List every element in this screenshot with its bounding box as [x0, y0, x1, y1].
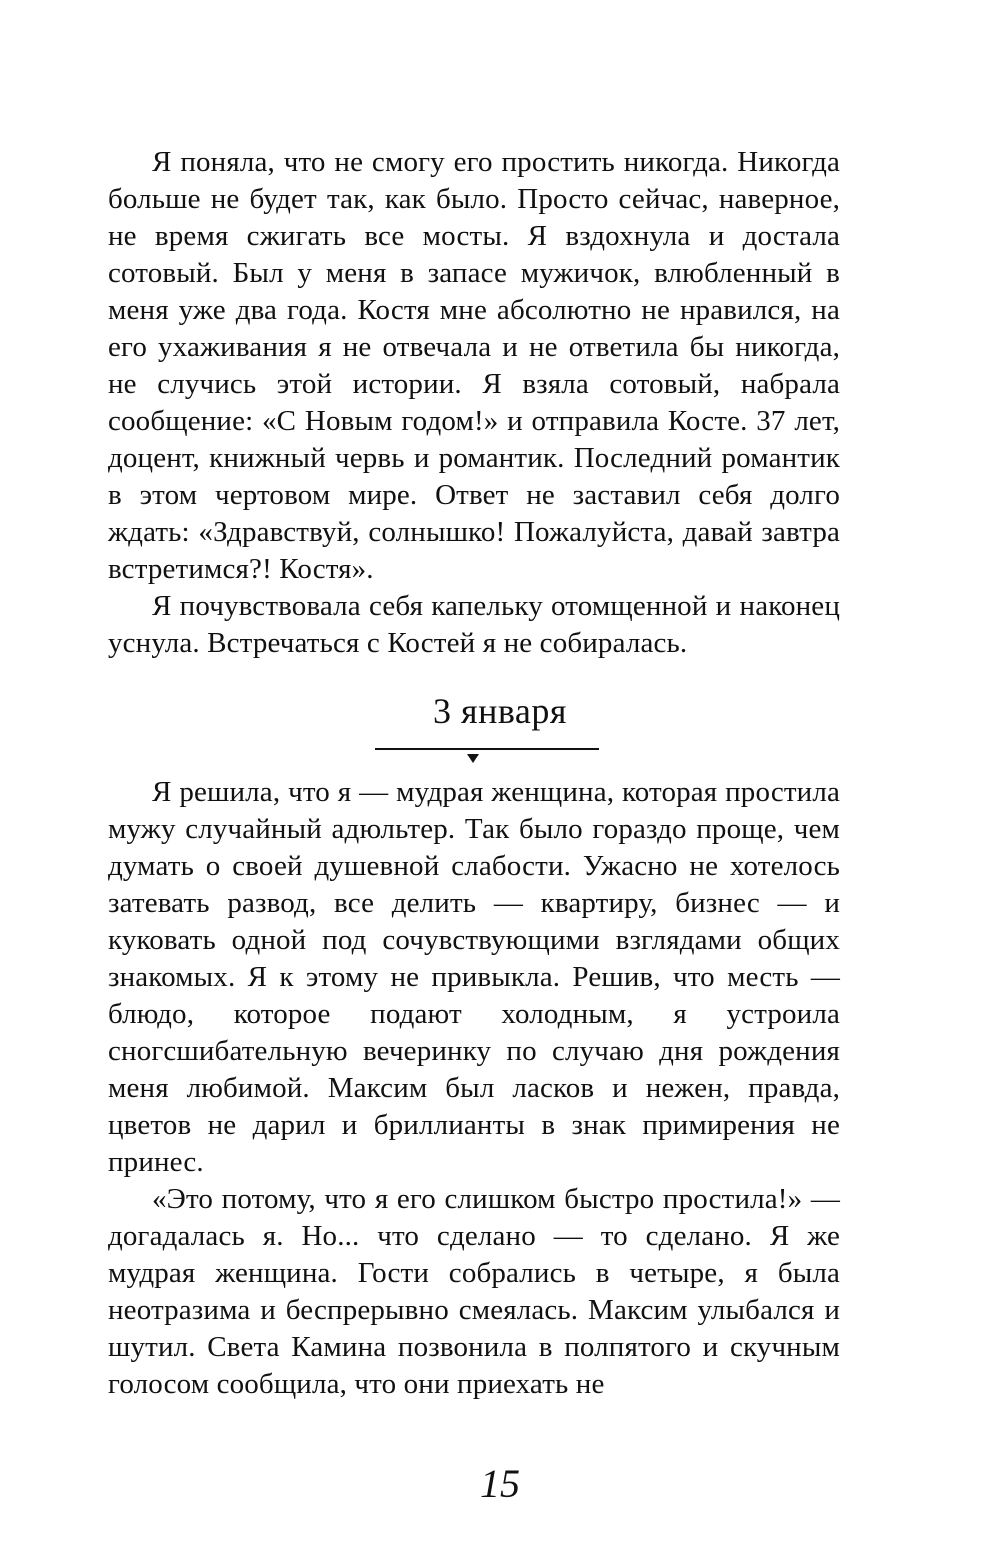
section-heading: 3 января — [433, 691, 567, 731]
paragraph: «Это потому, что я его слишком быстро простила!» — догадалась я. Но... что сделано — то сделано. Я же мудрая женщина. Гости собрались в четыре, я была неотразима и беспрерывно смеялась. Максим улыбался и шутил. Света Камина позвонила в полпятого и скучным голосом сообщила, что они приехать не — [108, 1183, 840, 1400]
text-block-after-heading — [108, 774, 840, 1403]
page-number: 15 — [480, 1461, 520, 1506]
paragraph: Я поняла, что не смогу его простить никогда. Никогда больше не будет так, как было. Просто сейчас, наверное, не время сжигать все мосты. Я вздохнула и достала сотовый. Был у меня в запасе мужичок, влюбленный в меня уже два года. Костя мне абсолютно не нравился, на его ухаживания я не отвечала и не ответила бы никогда, не случись этой истории. Я взяла сотовый, набрала сообщение: «С Новым годом!» и отправила Косте. 37 лет, доцент, книжный червь и романтик. Последний романтик в этом чертовом мире. Ответ не заставил себя долго ждать: «Здравствуй, солнышко! Пожалуйста, давай завтра встретимся?! Костя». — [108, 146, 840, 585]
paragraph: Я решила, что я — мудрая женщина, которая простила мужу случайный адюльтер. Так было гораздо проще, чем думать о своей душевной слабости. Ужасно не хотелось затевать развод, все делить — квартиру, бизнес — и куковать одной под сочувствующими взглядами общих знакомых. Я к этому не привыкла. Решив, что месть — блюдо, которое подают холодным, я устроила сногсшибательную вечеринку по случаю дня рождения меня любимой. Максим был ласков и нежен, правда, цветов не дарил и бриллианты в знак примирения не принес. — [108, 776, 840, 1178]
heading-divider-line — [375, 748, 599, 750]
paragraph: Я почувствовала себя капельку отомщенной и наконец уснула. Встречаться с Костей я не собиралась. — [108, 590, 840, 659]
heading-triangle-ornament — [467, 754, 479, 763]
text-block-before-heading — [108, 144, 840, 662]
